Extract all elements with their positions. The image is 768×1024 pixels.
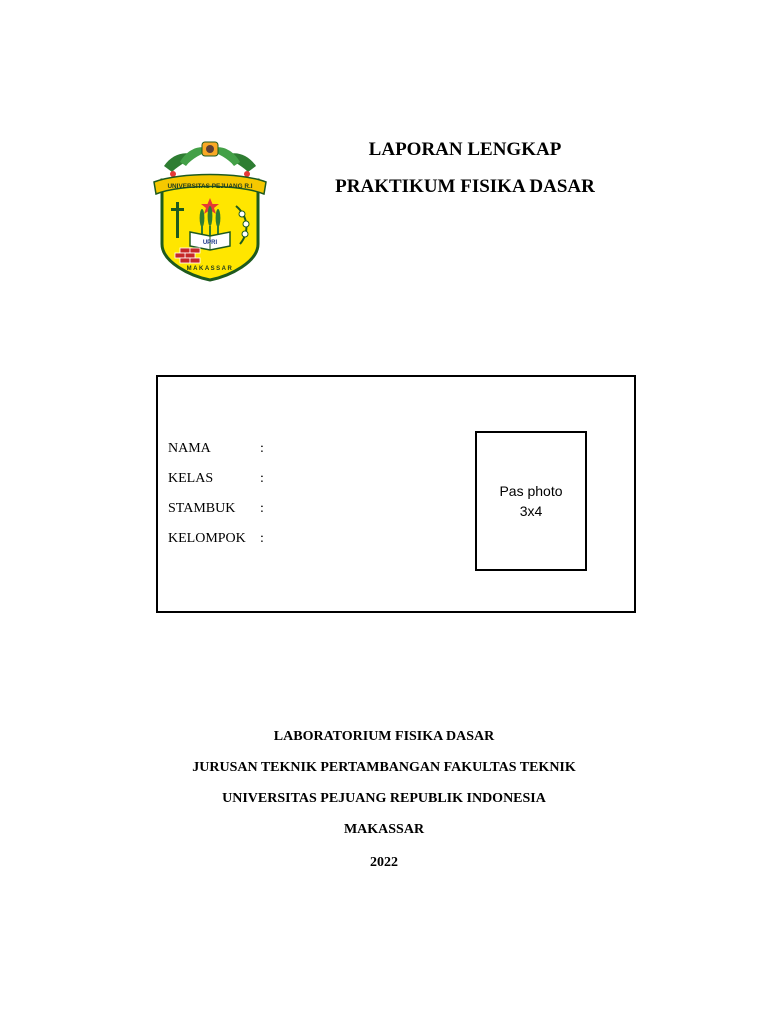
photo-placeholder <box>475 431 587 571</box>
identity-box <box>156 375 636 613</box>
field-label: KELAS <box>168 471 214 486</box>
report-title-line1: LAPORAN LENGKAP <box>368 139 562 160</box>
ribbon-text: UNIVERSITAS PEJUANG R.I <box>167 183 253 190</box>
photo-label-line1: Pas photo <box>499 483 563 499</box>
field-nama <box>168 441 264 457</box>
field-colon: : <box>260 501 264 516</box>
city-text: MAKASSAR <box>186 266 234 272</box>
field-colon: : <box>260 471 264 486</box>
footer-university: UNIVERSITAS PEJUANG REPUBLIK INDONESIA <box>222 791 546 806</box>
footer-city: MAKASSAR <box>343 822 425 837</box>
footer-year: 2022 <box>370 855 398 870</box>
field-label: NAMA <box>168 441 211 456</box>
field-label: KELOMPOK <box>168 531 246 546</box>
book-text: UPRI <box>202 240 218 246</box>
footer-department: JURUSAN TEKNIK PERTAMBANGAN FAKULTAS TEKNIK <box>192 760 576 775</box>
report-title-line2: PRAKTIKUM FISIKA DASAR <box>335 176 595 197</box>
field-colon: : <box>260 531 264 546</box>
field-colon: : <box>260 441 264 456</box>
crest-ornament <box>164 142 256 177</box>
footer-laboratory: LABORATORIUM FISIKA DASAR <box>273 729 495 744</box>
field-stambuk <box>168 501 264 517</box>
university-emblem-logo <box>150 136 270 282</box>
field-label: STAMBUK <box>168 501 236 516</box>
photo-label-line2: 3x4 <box>519 503 543 519</box>
field-kelas <box>168 471 264 487</box>
field-kelompok <box>168 531 264 547</box>
